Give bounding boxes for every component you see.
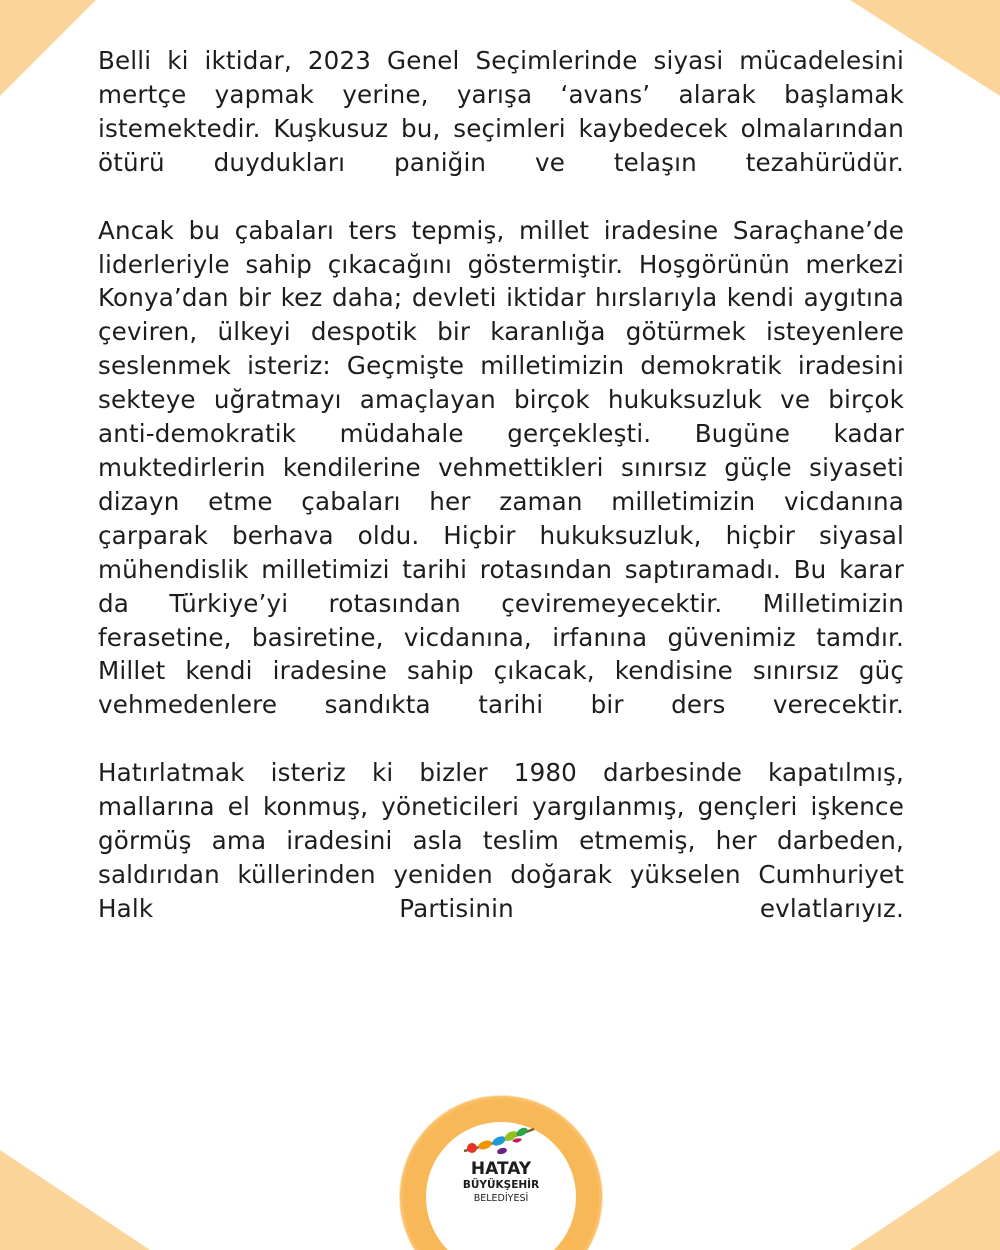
corner-decoration-bottom-right [850, 1150, 1000, 1250]
corner-decoration-bottom-left [0, 1150, 150, 1250]
logo-text-line2: BÜYÜKŞEHİR [462, 1179, 540, 1191]
logo-text-line1: HATAY [470, 1159, 532, 1179]
paragraph-3: Hatırlatmak isteriz ki bizler 1980 darbesinde kapatılmış, mallarına el konmuş, yöneticileri yargılanmış, gençleri işkence görmüş ama iradesini asla teslim etmemiş, her darbeden, saldırıdan küllerinden yeniden doğarak yükselen Cumhuriyet Halk Partisinin evlatlarıyız. [98, 758, 904, 923]
logo-text-line3: BELEDİYESİ [473, 1193, 529, 1204]
hatay-municipality-logo [398, 1093, 604, 1250]
paragraph-1: Belli ki iktidar, 2023 Genel Seçimlerinde siyasi mücadelesini mertçe yapmak yerine, yarışa ‘avans’ alarak başlamak istemektedir. Kuşkusuz bu, seçimleri kaybedecek olmalarından ötürü duydukları paniğin ve telaşın tezahürüdür. [98, 46, 904, 177]
statement-text [98, 44, 904, 926]
paragraph-2: Ancak bu çabaları ters tepmiş, millet iradesine Saraçhane’de liderleriyle sahip çıkacağını göstermiştir. Hoşgörünün merkezi Konya’dan bir kez daha; devleti iktidar hırslarıyla kendi aygıtına çeviren, ülkeyi despotik bir karanlığa götürmek isteyenlere seslenmek isteriz: Geçmişte milletimizin demokratik iradesini sekteye uğratmayı amaçlayan birçok hukuksuzluk ve birçok anti-demokratik müdahale gerçekleşti. Bugüne kadar muktedirlerin kendilerine vehmettikleri sınırsız güçle siyaseti dizayn etme çabaları her zaman milletimizin vicdanına çarparak berhava oldu. Hiçbir hukuksuzluk, hiçbir siyasal mühendislik milletimizi tarihi rotasından saptıramadı. Bu karar da Türkiye’yi rotasından çeviremeyecektir. Milletimizin ferasetine, basiretine, vicdanına, irfanına güvenimiz tamdır. Millet kendi iradesine sahip çıkacak, kendisine sınırsız güç vehmedenlere sandıkta tarihi bir ders verecektir. [98, 215, 904, 720]
corner-decoration-top-left [0, 0, 96, 96]
